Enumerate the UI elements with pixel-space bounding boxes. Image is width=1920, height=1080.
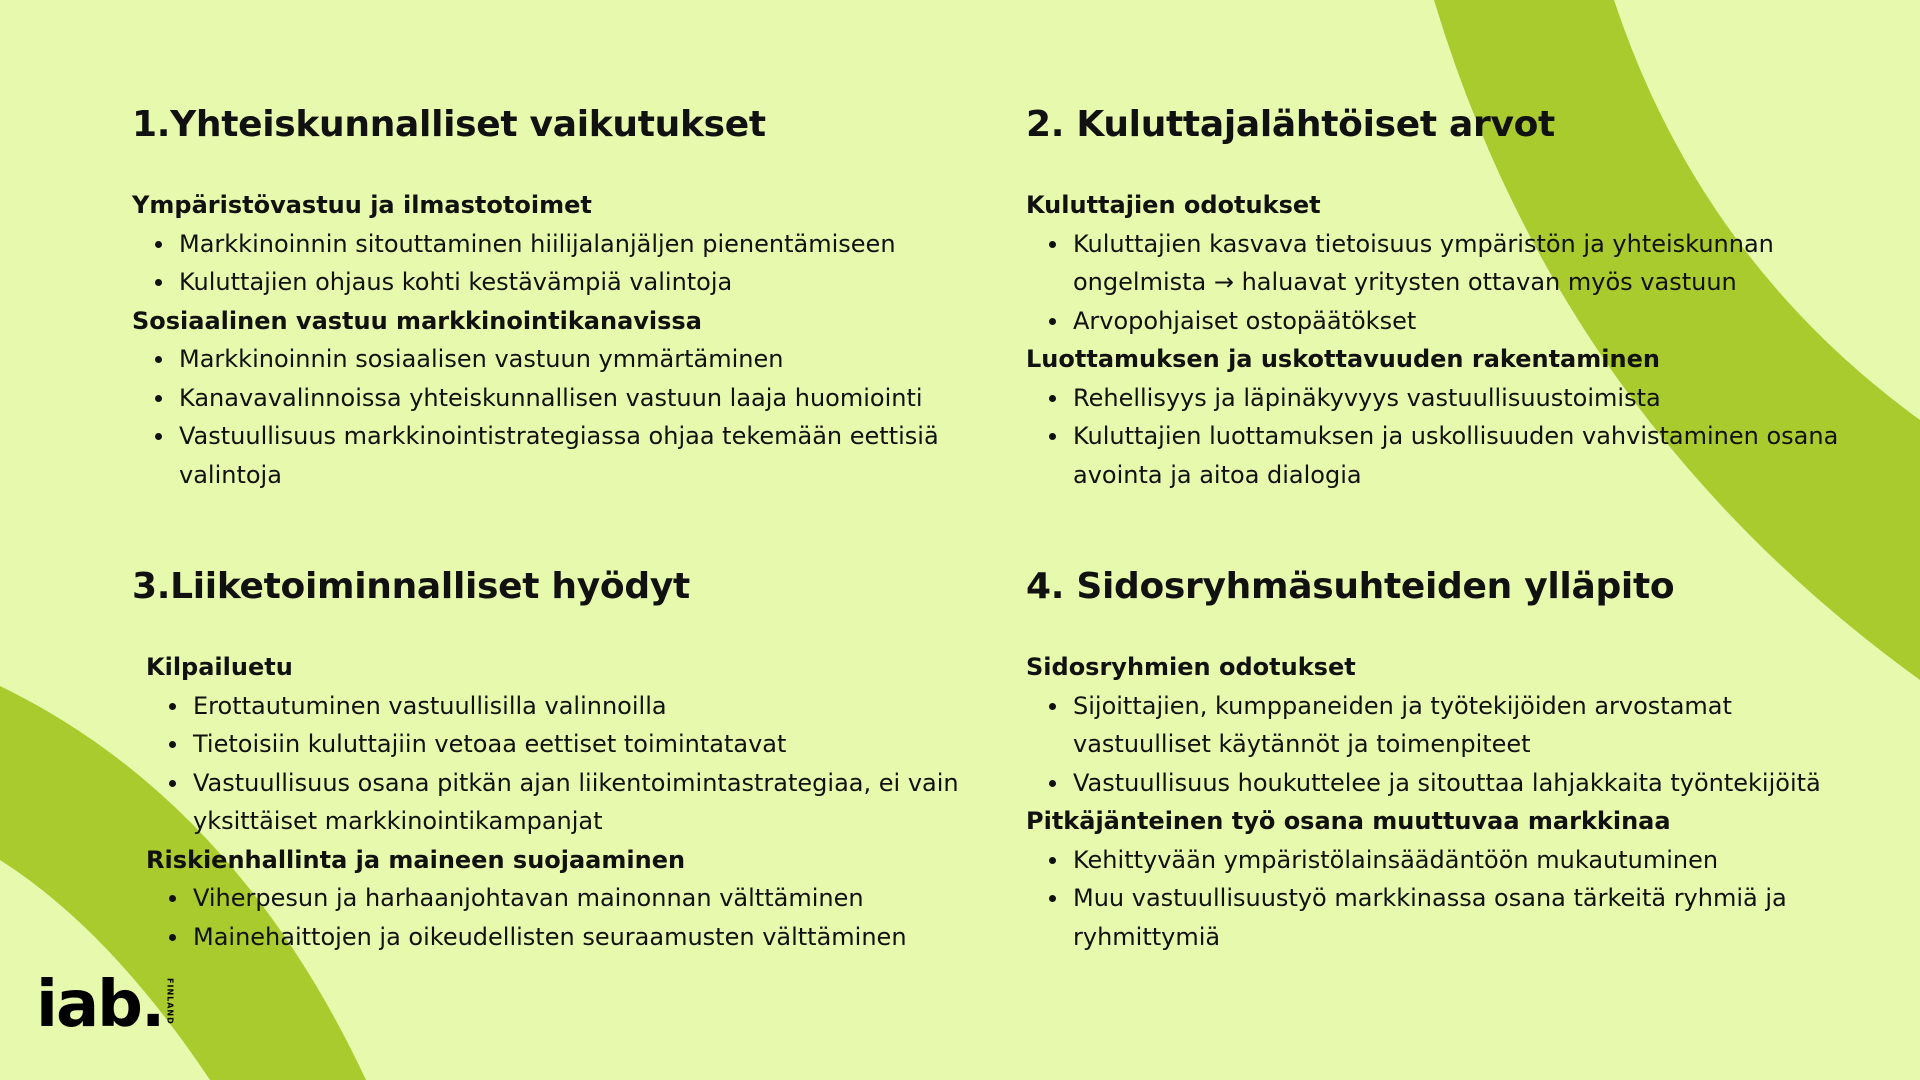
list-item: Kuluttajien kasvava tietoisuus ympäristön ja yhteiskunnan ongelmista → haluavat yritysten ottavan myös vastuun — [1073, 225, 1866, 302]
list-item: Viherpesun ja harhaanjohtavan mainonnan välttäminen — [193, 879, 992, 918]
group-title: Pitkäjänteinen työ osana muuttuvaa markkinaa — [1026, 807, 1671, 835]
section-title: 2. Kuluttajalähtöiset arvot — [1026, 104, 1555, 145]
list-item: Vastuullisuus houkuttelee ja sitouttaa lahjakkaita työntekijöitä — [1073, 764, 1866, 803]
group-title: Kuluttajien odotukset — [1026, 191, 1321, 219]
bullet-list — [132, 225, 962, 302]
group — [1026, 186, 1866, 340]
group-title: Ympäristövastuu ja ilmastotoimet — [132, 191, 592, 219]
bullet-list — [1026, 225, 1866, 341]
group — [132, 302, 962, 495]
list-item: Mainehaittojen ja oikeudellisten seuraamusten välttäminen — [193, 918, 992, 957]
section-stakeholder-relations — [1026, 560, 1866, 956]
section-societal-impacts — [132, 98, 962, 494]
bullet-list — [132, 879, 992, 956]
group — [132, 186, 962, 302]
list-item: Kanavavalinnoissa yhteiskunnallisen vastuun laaja huomiointi — [179, 379, 962, 418]
group-title: Sidosryhmien odotukset — [1026, 653, 1356, 681]
section-title: 3.Liiketoiminnalliset hyödyt — [132, 566, 690, 607]
bullet-list — [1026, 687, 1866, 803]
bullet-list — [1026, 841, 1866, 957]
group-title: Kilpailuetu — [146, 653, 293, 681]
list-item: Tietoisiin kuluttajiin vetoaa eettiset toimintatavat — [193, 725, 992, 764]
list-item: Markkinoinnin sitouttaminen hiilijalanjäljen pienentämiseen — [179, 225, 962, 264]
logo-subtext: FINLAND — [165, 978, 175, 1025]
group-title: Luottamuksen ja uskottavuuden rakentaminen — [1026, 345, 1660, 373]
list-item: Muu vastuullisuustyö markkinassa osana tärkeitä ryhmiä ja ryhmittymiä — [1073, 879, 1866, 956]
bullet-list — [1026, 379, 1866, 495]
section-consumer-values — [1026, 98, 1866, 494]
bullet-list — [132, 340, 962, 494]
list-item: Kuluttajien ohjaus kohti kestävämpiä valintoja — [179, 263, 962, 302]
list-item: Sijoittajien, kumppaneiden ja työtekijöiden arvostamat vastuulliset käytännöt ja toimenpiteet — [1073, 687, 1866, 764]
logo-text: iab. — [36, 968, 164, 1042]
list-item: Vastuullisuus markkinointistrategiassa ohjaa tekemään eettisiä valintoja — [179, 417, 962, 494]
group — [1026, 648, 1866, 802]
list-item: Kuluttajien luottamuksen ja uskollisuuden vahvistaminen osana avointa ja aitoa dialogia — [1073, 417, 1866, 494]
group-title: Sosiaalinen vastuu markkinointikanavissa — [132, 306, 702, 335]
group — [1026, 802, 1866, 956]
group — [132, 648, 992, 841]
group-title: Riskienhallinta ja maineen suojaaminen — [146, 845, 686, 874]
list-item: Markkinoinnin sosiaalisen vastuun ymmärtäminen — [179, 340, 962, 379]
group — [1026, 340, 1866, 494]
list-item: Rehellisyys ja läpinäkyvyys vastuullisuustoimista — [1073, 379, 1866, 418]
iab-finland-logo — [36, 968, 175, 1042]
list-item: Erottautuminen vastuullisilla valinnoilla — [193, 687, 992, 726]
section-title: 1.Yhteiskunnalliset vaikutukset — [132, 104, 766, 145]
group — [132, 841, 992, 957]
section-title: 4. Sidosryhmäsuhteiden ylläpito — [1026, 566, 1675, 607]
list-item: Vastuullisuus osana pitkän ajan liikentoimintastrategiaa, ei vain yksittäiset markkinointikampanjat — [193, 764, 992, 841]
list-item: Arvopohjaiset ostopäätökset — [1073, 302, 1866, 341]
list-item: Kehittyvään ympäristölainsäädäntöön mukautuminen — [1073, 841, 1866, 880]
section-business-benefits — [132, 560, 992, 956]
bullet-list — [132, 687, 992, 841]
